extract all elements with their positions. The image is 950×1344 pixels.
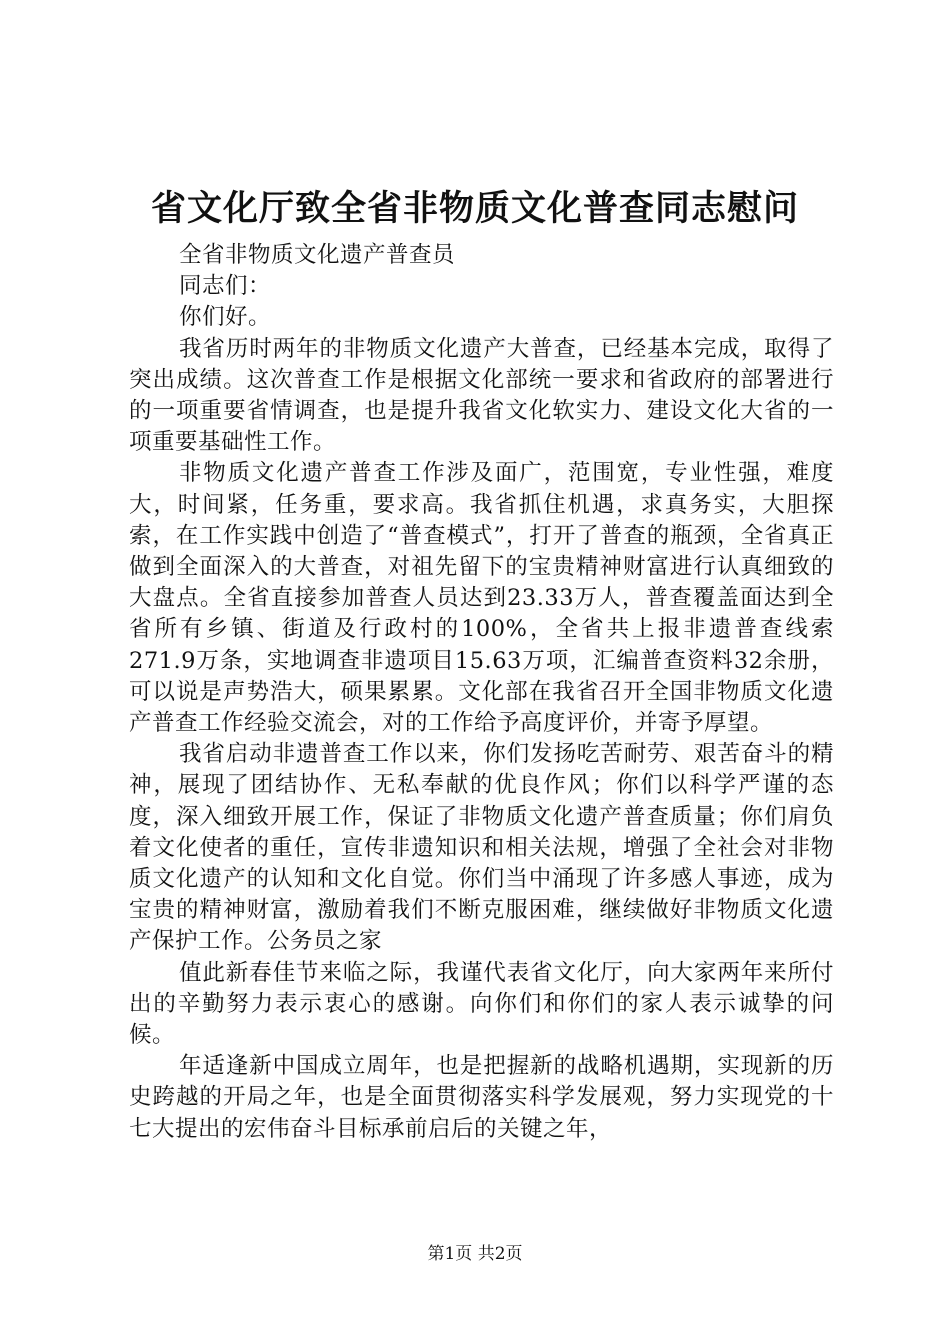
page-footer: 第1页 共2页 [427,1244,523,1264]
salutation-recipient: 全省非物质文化遗产普查员 [179,242,456,268]
salutation-hello: 你们好。 [179,304,272,331]
salutation-greeting: 同志们： [179,273,272,300]
body-paragraph: 年适逢新中国成立周年，也是把握新的战略机遇期，实现新的历史跨越的开局之年，也是全面贯彻落实科学发展观，努力实现党的十七大提出的宏伟奋斗目标承前启后的关键之年， [129,1053,834,1142]
body-paragraph: 值此新春佳节来临之际，我谨代表省文化厅，向大家两年来所付出的辛勤努力表示衷心的感谢。向你们和你们的家人表示诚挚的问候。 [129,959,834,1049]
document-title: 省文化厅致全省非物质文化普查同志慰问 [150,188,799,229]
document-body [129,240,834,1145]
body-paragraph: 我省历时两年的非物质文化遗产大普查，已经基本完成，取得了突出成绩。这次普查工作是根据文化部统一要求和省政府的部署进行的一项重要省情调查，也是提升我省文化软实力、建设文化大省的一项重要基础性工作。 [129,335,834,456]
body-paragraph: 非物质文化遗产普查工作涉及面广，范围宽，专业性强，难度大，时间紧，任务重，要求高。我省抓住机遇，求真务实，大胆探索，在工作实践中创造了“普查模式”，打开了普查的瓶颈，全省真正做到全面深入的大普查，对祖先留下的宝贵精神财富进行认真细致的大盘点。全省直接参加普查人员达到23.33万人，普查覆盖面达到全省所有乡镇、街道及行政村的100%，全省共上报非遗普查线索271.9万条，实地调查非遗项目15.63万项，汇编普查资料32余册，可以说是声势浩大，硕果累累。文化部在我省召开全国非物质文化遗产普查工作经验交流会，对的工作给予高度评价，并寄予厚望。 [129,460,834,737]
body-paragraph: 我省启动非遗普查工作以来，你们发扬吃苦耐劳、艰苦奋斗的精神，展现了团结协作、无私奉献的优良作风；你们以科学严谨的态度，深入细致开展工作，保证了非物质文化遗产普查质量；你们肩负着文化使者的重任，宣传非遗知识和相关法规，增强了全社会对非物质文化遗产的认知和文化自觉。你们当中涌现了许多感人事迹，成为宝贵的精神财富，激励着我们不断克服困难，继续做好非物质文化遗产保护工作。公务员之家 [129,741,834,955]
